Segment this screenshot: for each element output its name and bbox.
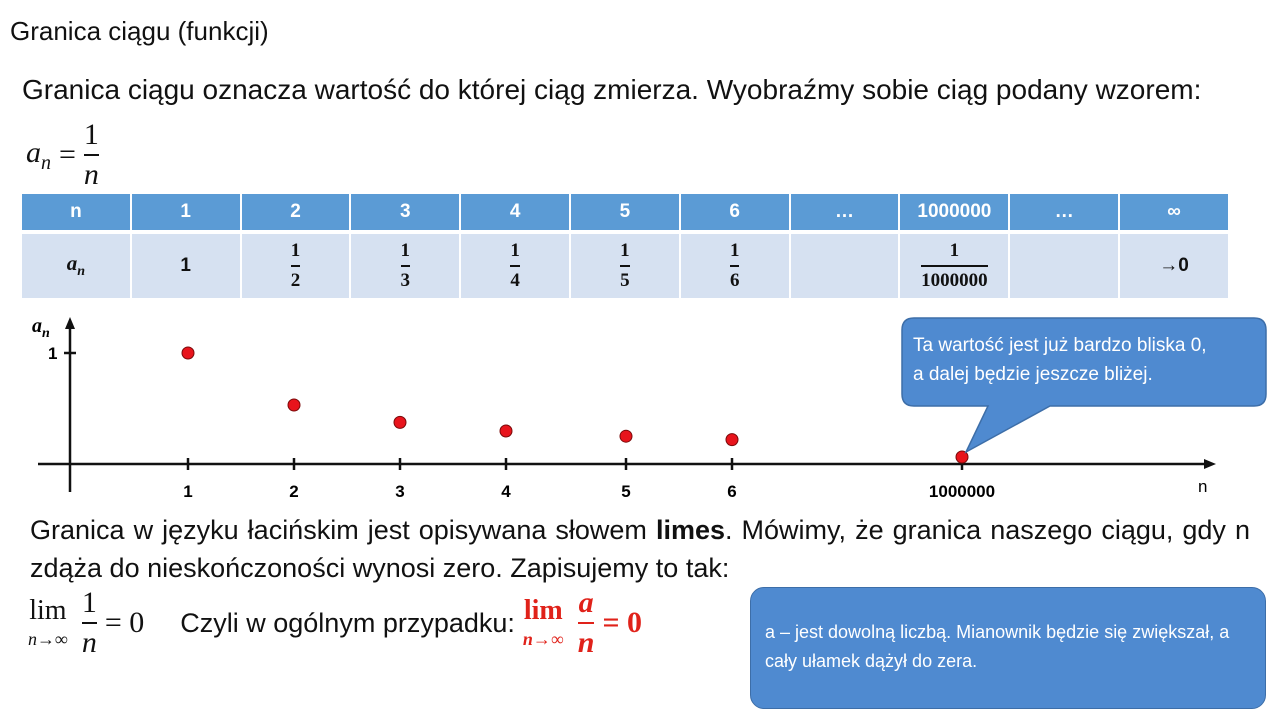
row-label-sub: n — [77, 264, 86, 280]
limit-result: = 0 — [104, 606, 145, 639]
cell-numerator: 1 — [949, 240, 960, 261]
limit-fraction — [82, 586, 97, 660]
paragraph-bold-word: limes — [655, 515, 725, 545]
table-value-cell: →0 — [1119, 232, 1229, 298]
table-value-row — [22, 232, 1229, 298]
table-value-cell — [350, 232, 460, 298]
y-axis-label-sub: n — [42, 326, 50, 341]
lim-under: n→∞ — [28, 628, 68, 649]
limit-row — [28, 586, 642, 660]
x-tick-label: 3 — [395, 482, 405, 501]
paragraph-part1: Granica w języku łacińskim jest opisywana słowem — [30, 515, 656, 545]
formula-fraction — [84, 118, 99, 192]
fraction-bar — [84, 154, 99, 156]
table-header-cell: 1000000 — [899, 194, 1009, 232]
general-lim-word: lim — [523, 594, 563, 626]
table-value-cell: 1 — [131, 232, 241, 298]
cell-denominator: 1000000 — [921, 270, 988, 291]
cell-numerator: 1 — [620, 240, 630, 261]
cell-denominator: 4 — [510, 270, 520, 291]
x-tick-label: 5 — [621, 482, 631, 501]
cell-denominator: 5 — [620, 270, 630, 291]
table-header-cell: 6 — [680, 194, 790, 232]
table-value-cell — [570, 232, 680, 298]
table-header-cell: 4 — [460, 194, 570, 232]
table-header-cell: … — [1009, 194, 1119, 232]
table-header-label: n — [22, 194, 131, 232]
table-header-cell: 2 — [241, 194, 351, 232]
formula-lhs-base: a — [26, 135, 41, 169]
callout-top — [901, 318, 1261, 403]
formula-lhs-sub: n — [41, 151, 51, 174]
x-tick-label: 1 — [183, 482, 193, 501]
table-header-cell: 5 — [570, 194, 680, 232]
x-tick-label: 2 — [289, 482, 299, 501]
formula-numerator: 1 — [83, 118, 99, 151]
callout-top-line1: Ta wartość jest już bardzo bliska 0, — [913, 335, 1207, 356]
cell-numerator: 1 — [729, 240, 740, 261]
table-value-cell — [899, 232, 1009, 298]
formula-equals: = — [59, 138, 76, 171]
x-axis-label: n — [1198, 477, 1208, 496]
general-limit-result: = 0 — [602, 606, 643, 639]
limit-denominator: n — [81, 626, 97, 659]
cell-denominator: 3 — [400, 270, 411, 291]
y-axis-label-base: a — [32, 315, 42, 337]
cell-numerator: 1 — [290, 240, 301, 261]
row-label-base: a — [66, 251, 78, 276]
general-case-label: Czyli w ogólnym przypadku: — [180, 607, 515, 638]
lim-word: lim — [29, 594, 67, 626]
table-header-cell: 1 — [131, 194, 241, 232]
cell-numerator: 1 — [510, 240, 520, 261]
general-numerator: a — [578, 586, 594, 619]
table-header-cell: … — [790, 194, 900, 232]
general-limit-operator — [522, 594, 564, 650]
table-header-row — [22, 194, 1229, 232]
values-table — [22, 194, 1230, 298]
general-lim-under: n→∞ — [522, 628, 564, 649]
sequence-formula — [26, 118, 99, 192]
general-limit-fraction — [578, 586, 595, 660]
y-tick-label: 1 — [48, 344, 58, 363]
table-value-cell — [1009, 232, 1119, 298]
table-row-label — [22, 232, 131, 298]
callout-bottom: a – jest dowolną liczbą. Mianownik będzie się zwiększał, a cały ułamek dążył do zera. — [750, 587, 1266, 709]
formula-denominator: n — [83, 158, 99, 191]
table-value-cell — [790, 232, 900, 298]
cell-numerator: 1 — [400, 240, 411, 261]
formula-lhs — [26, 136, 51, 175]
intro-text: Granica ciągu oznacza wartość do której ciąg zmierza. Wyobraźmy sobie ciąg podany wzorem: — [22, 74, 1202, 105]
x-tick-label: 6 — [727, 482, 737, 501]
callout-top-line2: a dalej będzie jeszcze bliżej. — [913, 363, 1153, 385]
slide-title: Granica ciągu (funkcji) — [10, 16, 269, 46]
cell-denominator: 2 — [290, 270, 301, 291]
x-tick-label: 1000000 — [928, 482, 996, 501]
paragraph-part2: . Mówimy, że granica naszego ciągu, gdy n zdąża do nieskończoności wynosi zero. Zapisujemy to tak: — [30, 515, 1250, 583]
explanation-paragraph — [30, 512, 1250, 588]
table-value-cell — [680, 232, 790, 298]
table-header-cell: ∞ — [1119, 194, 1229, 232]
limit-numerator: 1 — [81, 586, 97, 619]
table-value-cell — [460, 232, 570, 298]
general-denominator: n — [577, 626, 595, 659]
table-header-cell: 3 — [350, 194, 460, 232]
x-tick-label: 4 — [501, 482, 511, 501]
cell-denominator: 6 — [729, 270, 740, 291]
table-value-cell — [241, 232, 351, 298]
limit-operator — [28, 594, 68, 650]
